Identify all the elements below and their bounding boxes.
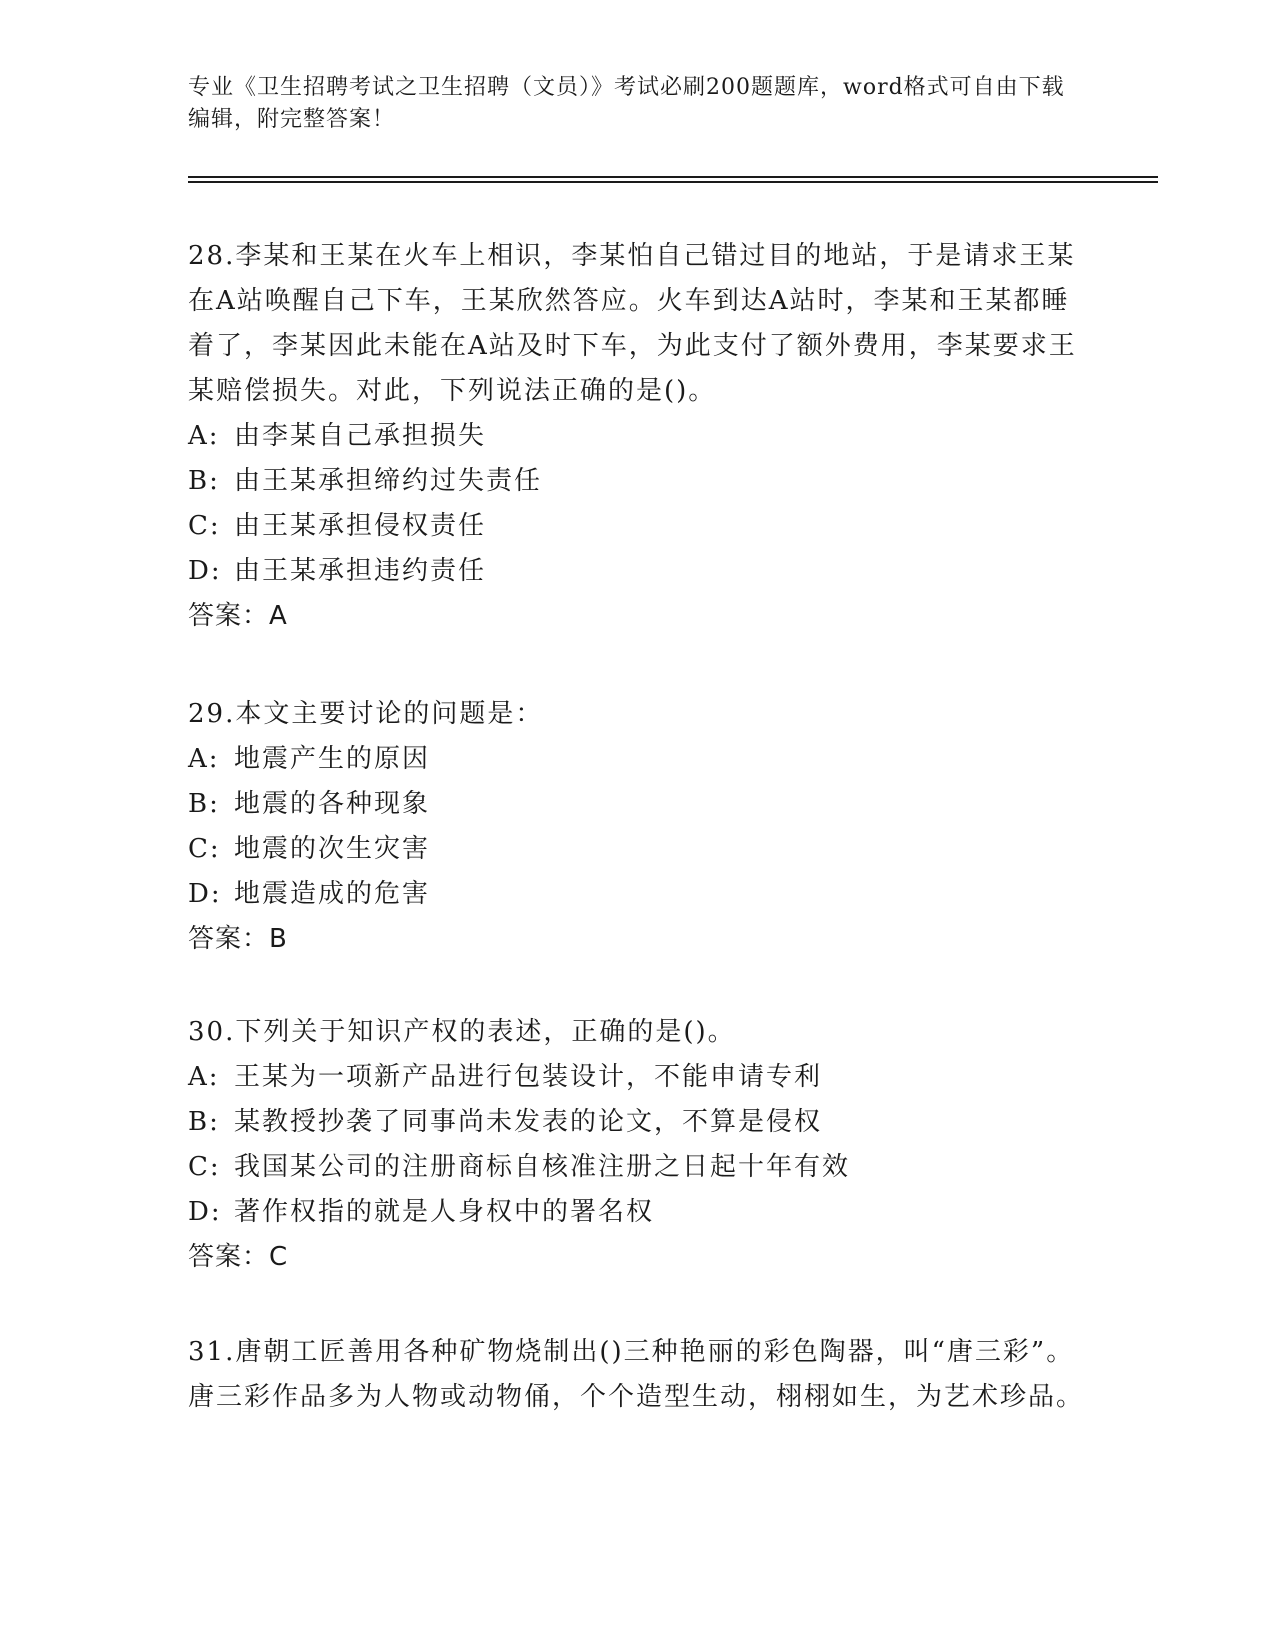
option-text: 某教授抄袭了同事尚未发表的论文，不算是侵权	[234, 1107, 823, 1137]
option-text: 著作权指的就是人身权中的署名权	[234, 1197, 655, 1227]
document-header: 专业《卫生招聘考试之卫生招聘（文员）》考试必刷200题题库，word格式可自由下载编辑，附完整答案！	[188, 75, 1065, 132]
option-d	[188, 1190, 1088, 1235]
option-text: 地震的次生灾害	[234, 834, 431, 864]
option-letter: B:	[188, 466, 220, 496]
option-text: 我国某公司的注册商标自核准注册之日起十年有效	[234, 1152, 851, 1182]
answer-line: 答案：B	[188, 924, 288, 954]
option-letter: A:	[188, 421, 220, 451]
question-stem: 31.唐朝工匠善用各种矿物烧制出()三种艳丽的彩色陶器，叫“唐三彩”。唐三彩作品多为人物或动物俑，个个造型生动，栩栩如生，为艺术珍品。	[188, 1337, 1085, 1412]
option-letter: C:	[188, 1152, 221, 1182]
option-letter: A:	[188, 744, 220, 774]
option-text: 地震的各种现象	[234, 789, 431, 819]
question-stem: 30.下列关于知识产权的表述，正确的是()。	[188, 1017, 736, 1047]
question-stem: 28.李某和王某在火车上相识，李某怕自己错过目的地站，于是请求王某在A站唤醒自己下车，王某欣然答应。火车到达A站时，李某和王某都睡着了，李某因此未能在A站及时下车，为此支付了额外费用，李某要求王某赔偿损失。对此，下列说法正确的是()。	[188, 241, 1077, 406]
question-30	[188, 1010, 1088, 1280]
option-b	[188, 1100, 1088, 1145]
option-d	[188, 872, 1088, 917]
option-c	[188, 504, 1088, 549]
answer-line: 答案：C	[188, 1242, 289, 1272]
option-text: 由李某自己承担损失	[234, 421, 487, 451]
option-text: 由王某承担侵权责任	[234, 511, 487, 541]
question-stem: 29.本文主要讨论的问题是：	[188, 699, 544, 729]
option-letter: D:	[188, 879, 222, 909]
option-c	[188, 1145, 1088, 1190]
answer-line: 答案：A	[188, 601, 288, 631]
option-text: 由王某承担违约责任	[234, 556, 487, 586]
option-b	[188, 782, 1088, 827]
option-c	[188, 827, 1088, 872]
option-letter: B:	[188, 1107, 220, 1137]
option-letter: D:	[188, 1197, 222, 1227]
option-a	[188, 737, 1088, 782]
option-text: 由王某承担缔约过失责任	[234, 466, 543, 496]
question-29	[188, 692, 1088, 962]
option-letter: C:	[188, 511, 221, 541]
header-divider-top	[188, 176, 1158, 178]
option-a	[188, 1055, 1088, 1100]
option-letter: D:	[188, 556, 222, 586]
option-d	[188, 549, 1088, 594]
header-divider-bottom	[188, 181, 1158, 183]
option-letter: B:	[188, 789, 220, 819]
option-a	[188, 414, 1088, 459]
option-letter: C:	[188, 834, 221, 864]
option-b	[188, 459, 1088, 504]
option-text: 地震产生的原因	[234, 744, 431, 774]
question-28	[188, 234, 1088, 639]
option-text: 王某为一项新产品进行包装设计，不能申请专利	[234, 1062, 823, 1092]
question-31	[188, 1330, 1088, 1420]
option-letter: A:	[188, 1062, 220, 1092]
option-text: 地震造成的危害	[234, 879, 431, 909]
